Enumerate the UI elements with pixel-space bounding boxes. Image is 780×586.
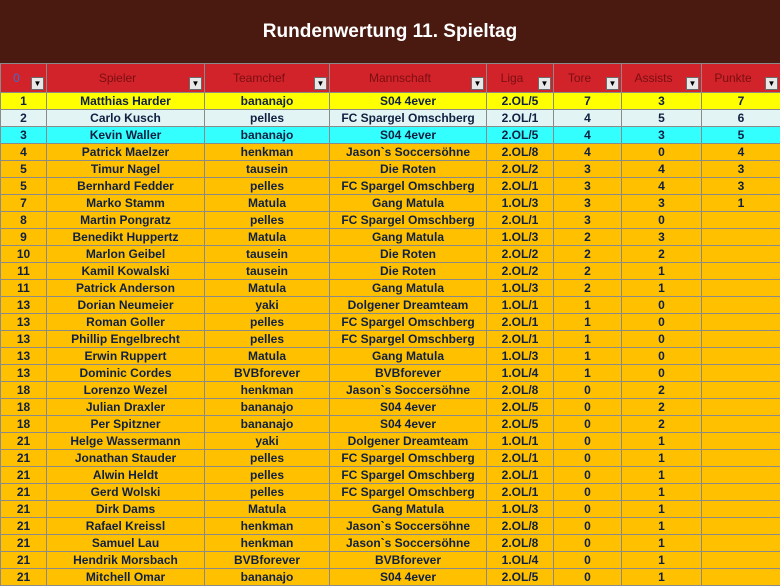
teamchef-cell[interactable]: tausein (205, 263, 330, 280)
column-header-label: Liga (487, 65, 553, 91)
league-cell[interactable]: 1.OL/4 (487, 552, 554, 569)
goals-cell[interactable]: 1 (554, 348, 622, 365)
points-cell[interactable]: 3 (702, 161, 780, 178)
team-cell[interactable]: Die Roten (330, 161, 487, 178)
goals-cell[interactable]: 0 (554, 382, 622, 399)
rank-cell[interactable]: 13 (1, 348, 47, 365)
assists-cell[interactable]: 2 (622, 399, 702, 416)
filter-dropdown-icon[interactable]: ▼ (686, 77, 699, 90)
column-header-mannschaft (330, 64, 487, 93)
rank-cell[interactable]: 21 (1, 535, 47, 552)
filter-dropdown-icon[interactable]: ▼ (471, 77, 484, 90)
table-row (1, 467, 780, 484)
points-cell[interactable] (702, 569, 780, 586)
team-cell[interactable]: FC Spargel Omschberg (330, 110, 487, 127)
teamchef-cell[interactable]: henkman (205, 518, 330, 535)
rank-cell[interactable]: 7 (1, 195, 47, 212)
table-row (1, 246, 780, 263)
player-cell[interactable]: Dorian Neumeier (47, 297, 205, 314)
column-header-teamchef (205, 64, 330, 93)
player-cell[interactable]: Kevin Waller (47, 127, 205, 144)
assists-cell[interactable]: 1 (622, 518, 702, 535)
goals-cell[interactable]: 7 (554, 93, 622, 110)
rank-cell[interactable]: 9 (1, 229, 47, 246)
teamchef-cell[interactable]: bananajo (205, 399, 330, 416)
league-cell[interactable]: 2.OL/5 (487, 127, 554, 144)
rank-cell[interactable]: 13 (1, 314, 47, 331)
rank-cell[interactable]: 21 (1, 569, 47, 586)
points-cell[interactable] (702, 467, 780, 484)
rank-cell[interactable]: 4 (1, 144, 47, 161)
teamchef-cell[interactable]: pelles (205, 467, 330, 484)
team-cell[interactable]: FC Spargel Omschberg (330, 467, 487, 484)
teamchef-cell[interactable]: Matula (205, 229, 330, 246)
league-cell[interactable]: 1.OL/3 (487, 348, 554, 365)
teamchef-cell[interactable]: tausein (205, 161, 330, 178)
points-cell[interactable]: 7 (702, 93, 780, 110)
teamchef-cell[interactable]: pelles (205, 484, 330, 501)
player-cell[interactable]: Martin Pongratz (47, 212, 205, 229)
rank-cell[interactable]: 11 (1, 263, 47, 280)
table-row (1, 382, 780, 399)
points-cell[interactable]: 6 (702, 110, 780, 127)
points-cell[interactable] (702, 246, 780, 263)
rank-cell[interactable]: 5 (1, 178, 47, 195)
goals-cell[interactable]: 0 (554, 535, 622, 552)
team-cell[interactable]: BVBforever (330, 552, 487, 569)
goals-cell[interactable]: 3 (554, 178, 622, 195)
assists-cell[interactable]: 1 (622, 569, 702, 586)
team-cell[interactable]: S04 4ever (330, 93, 487, 110)
page-title: Rundenwertung 11. Spieltag (0, 0, 780, 63)
assists-cell[interactable]: 0 (622, 314, 702, 331)
rank-cell[interactable]: 10 (1, 246, 47, 263)
points-cell[interactable] (702, 263, 780, 280)
assists-cell[interactable]: 3 (622, 93, 702, 110)
rank-cell[interactable]: 8 (1, 212, 47, 229)
assists-cell[interactable]: 0 (622, 297, 702, 314)
filter-dropdown-icon[interactable]: ▼ (31, 77, 44, 90)
rank-cell[interactable]: 13 (1, 297, 47, 314)
assists-cell[interactable]: 2 (622, 382, 702, 399)
rank-cell[interactable]: 21 (1, 433, 47, 450)
goals-cell[interactable]: 2 (554, 246, 622, 263)
player-cell[interactable]: Timur Nagel (47, 161, 205, 178)
team-cell[interactable]: Die Roten (330, 246, 487, 263)
points-cell[interactable]: 3 (702, 178, 780, 195)
player-cell[interactable]: Dominic Cordes (47, 365, 205, 382)
league-cell[interactable]: 2.OL/5 (487, 416, 554, 433)
teamchef-cell[interactable]: bananajo (205, 569, 330, 586)
assists-cell[interactable]: 0 (622, 365, 702, 382)
rank-cell[interactable]: 21 (1, 518, 47, 535)
league-cell[interactable]: 2.OL/8 (487, 518, 554, 535)
league-cell[interactable]: 1.OL/1 (487, 297, 554, 314)
league-cell[interactable]: 1.OL/3 (487, 229, 554, 246)
teamchef-cell[interactable]: BVBforever (205, 552, 330, 569)
player-cell[interactable]: Marko Stamm (47, 195, 205, 212)
column-header-label: Punkte (702, 65, 780, 91)
goals-cell[interactable]: 1 (554, 297, 622, 314)
column-header-liga (487, 64, 554, 93)
team-cell[interactable]: Gang Matula (330, 195, 487, 212)
points-cell[interactable] (702, 535, 780, 552)
player-cell[interactable]: Jonathan Stauder (47, 450, 205, 467)
player-cell[interactable]: Phillip Engelbrecht (47, 331, 205, 348)
filter-dropdown-icon[interactable]: ▼ (765, 77, 778, 90)
points-cell[interactable] (702, 552, 780, 569)
rank-cell[interactable]: 13 (1, 365, 47, 382)
teamchef-cell[interactable]: bananajo (205, 127, 330, 144)
team-cell[interactable]: FC Spargel Omschberg (330, 314, 487, 331)
teamchef-cell[interactable]: yaki (205, 297, 330, 314)
table-row (1, 297, 780, 314)
assists-cell[interactable]: 0 (622, 144, 702, 161)
assists-cell[interactable]: 5 (622, 110, 702, 127)
teamchef-cell[interactable]: pelles (205, 178, 330, 195)
rank-cell[interactable]: 21 (1, 467, 47, 484)
table-row (1, 552, 780, 569)
assists-cell[interactable]: 4 (622, 161, 702, 178)
goals-cell[interactable]: 1 (554, 331, 622, 348)
player-cell[interactable]: Helge Wassermann (47, 433, 205, 450)
teamchef-cell[interactable]: Matula (205, 195, 330, 212)
goals-cell[interactable]: 0 (554, 518, 622, 535)
team-cell[interactable]: Dolgener Dreamteam (330, 297, 487, 314)
team-cell[interactable]: FC Spargel Omschberg (330, 212, 487, 229)
filter-dropdown-icon[interactable]: ▼ (606, 77, 619, 90)
league-cell[interactable]: 2.OL/1 (487, 450, 554, 467)
team-cell[interactable]: Die Roten (330, 263, 487, 280)
points-cell[interactable] (702, 382, 780, 399)
teamchef-cell[interactable]: henkman (205, 144, 330, 161)
goals-cell[interactable]: 0 (554, 399, 622, 416)
rank-cell[interactable]: 11 (1, 280, 47, 297)
team-cell[interactable]: Gang Matula (330, 229, 487, 246)
team-cell[interactable]: S04 4ever (330, 569, 487, 586)
team-cell[interactable]: Jason`s Soccersöhne (330, 144, 487, 161)
team-cell[interactable]: Jason`s Soccersöhne (330, 518, 487, 535)
goals-cell[interactable]: 2 (554, 280, 622, 297)
assists-cell[interactable]: 2 (622, 416, 702, 433)
table-row (1, 569, 780, 586)
league-cell[interactable]: 2.OL/5 (487, 569, 554, 586)
player-cell[interactable]: Samuel Lau (47, 535, 205, 552)
table-row (1, 178, 780, 195)
assists-cell[interactable]: 1 (622, 450, 702, 467)
column-header-label: 0 (1, 65, 46, 91)
rank-cell[interactable]: 18 (1, 416, 47, 433)
column-header-punkte (702, 64, 780, 93)
team-cell[interactable]: Gang Matula (330, 501, 487, 518)
column-header-assists (622, 64, 702, 93)
column-header-rank (1, 64, 47, 93)
teamchef-cell[interactable]: Matula (205, 280, 330, 297)
column-header-tore (554, 64, 622, 93)
table-row (1, 535, 780, 552)
league-cell[interactable]: 2.OL/5 (487, 93, 554, 110)
column-header-label: Assists (622, 65, 701, 91)
points-cell[interactable] (702, 348, 780, 365)
goals-cell[interactable]: 2 (554, 229, 622, 246)
league-cell[interactable]: 2.OL/1 (487, 331, 554, 348)
assists-cell[interactable]: 1 (622, 501, 702, 518)
table-row (1, 161, 780, 178)
points-cell[interactable] (702, 433, 780, 450)
column-header-label: Teamchef (205, 65, 329, 91)
column-header-spieler (47, 64, 205, 93)
rank-cell[interactable]: 18 (1, 382, 47, 399)
player-cell[interactable]: Erwin Ruppert (47, 348, 205, 365)
filter-dropdown-icon[interactable]: ▼ (538, 77, 551, 90)
player-cell[interactable]: Julian Draxler (47, 399, 205, 416)
league-cell[interactable]: 2.OL/1 (487, 178, 554, 195)
league-cell[interactable]: 1.OL/3 (487, 195, 554, 212)
table-row (1, 195, 780, 212)
column-header-label: Mannschaft (330, 65, 486, 91)
teamchef-cell[interactable]: henkman (205, 382, 330, 399)
teamchef-cell[interactable]: bananajo (205, 416, 330, 433)
team-cell[interactable]: S04 4ever (330, 127, 487, 144)
player-cell[interactable]: Patrick Anderson (47, 280, 205, 297)
teamchef-cell[interactable]: pelles (205, 212, 330, 229)
assists-cell[interactable]: 3 (622, 195, 702, 212)
player-cell[interactable]: Kamil Kowalski (47, 263, 205, 280)
goals-cell[interactable]: 0 (554, 552, 622, 569)
goals-cell[interactable]: 0 (554, 416, 622, 433)
table-row (1, 127, 780, 144)
league-cell[interactable]: 2.OL/8 (487, 382, 554, 399)
assists-cell[interactable]: 1 (622, 263, 702, 280)
teamchef-cell[interactable]: bananajo (205, 93, 330, 110)
team-cell[interactable]: FC Spargel Omschberg (330, 450, 487, 467)
league-cell[interactable]: 2.OL/1 (487, 110, 554, 127)
table-row (1, 348, 780, 365)
goals-cell[interactable]: 4 (554, 144, 622, 161)
teamchef-cell[interactable]: pelles (205, 110, 330, 127)
table-row (1, 399, 780, 416)
table-body (1, 93, 780, 586)
assists-cell[interactable]: 1 (622, 433, 702, 450)
player-cell[interactable]: Carlo Kusch (47, 110, 205, 127)
goals-cell[interactable]: 0 (554, 467, 622, 484)
points-cell[interactable] (702, 280, 780, 297)
rank-cell[interactable]: 5 (1, 161, 47, 178)
team-cell[interactable]: Jason`s Soccersöhne (330, 535, 487, 552)
points-cell[interactable] (702, 399, 780, 416)
teamchef-cell[interactable]: pelles (205, 314, 330, 331)
column-header-label: Spieler (47, 65, 204, 91)
points-cell[interactable] (702, 416, 780, 433)
player-cell[interactable]: Benedikt Huppertz (47, 229, 205, 246)
rank-cell[interactable]: 2 (1, 110, 47, 127)
goals-cell[interactable]: 3 (554, 195, 622, 212)
table-row (1, 433, 780, 450)
team-cell[interactable]: FC Spargel Omschberg (330, 331, 487, 348)
table-row (1, 280, 780, 297)
rank-cell[interactable]: 21 (1, 552, 47, 569)
rank-cell[interactable]: 3 (1, 127, 47, 144)
filter-dropdown-icon[interactable]: ▼ (189, 77, 202, 90)
table-row (1, 416, 780, 433)
teamchef-cell[interactable]: tausein (205, 246, 330, 263)
goals-cell[interactable]: 0 (554, 484, 622, 501)
table-row (1, 518, 780, 535)
player-cell[interactable]: Per Spitzner (47, 416, 205, 433)
table-row (1, 484, 780, 501)
assists-cell[interactable]: 1 (622, 484, 702, 501)
rank-cell[interactable]: 13 (1, 331, 47, 348)
table-row (1, 331, 780, 348)
points-cell[interactable]: 5 (702, 127, 780, 144)
table-row (1, 365, 780, 382)
goals-cell[interactable]: 1 (554, 365, 622, 382)
table-row (1, 93, 780, 110)
assists-cell[interactable]: 4 (622, 178, 702, 195)
goals-cell[interactable]: 3 (554, 212, 622, 229)
goals-cell[interactable]: 0 (554, 450, 622, 467)
rank-cell[interactable]: 1 (1, 93, 47, 110)
league-cell[interactable]: 1.OL/1 (487, 433, 554, 450)
table-row (1, 229, 780, 246)
table-row (1, 501, 780, 518)
teamchef-cell[interactable]: pelles (205, 331, 330, 348)
points-cell[interactable]: 4 (702, 144, 780, 161)
points-cell[interactable] (702, 365, 780, 382)
table-row (1, 110, 780, 127)
points-cell[interactable] (702, 484, 780, 501)
goals-cell[interactable]: 4 (554, 127, 622, 144)
assists-cell[interactable]: 3 (622, 127, 702, 144)
player-cell[interactable]: Dirk Dams (47, 501, 205, 518)
rank-cell[interactable]: 18 (1, 399, 47, 416)
team-cell[interactable]: Dolgener Dreamteam (330, 433, 487, 450)
header-row (1, 64, 780, 93)
goals-cell[interactable]: 3 (554, 161, 622, 178)
player-cell[interactable]: Marlon Geibel (47, 246, 205, 263)
league-cell[interactable]: 2.OL/1 (487, 484, 554, 501)
assists-cell[interactable]: 1 (622, 467, 702, 484)
points-cell[interactable] (702, 501, 780, 518)
points-cell[interactable] (702, 229, 780, 246)
assists-cell[interactable]: 0 (622, 212, 702, 229)
rank-cell[interactable]: 21 (1, 501, 47, 518)
goals-cell[interactable]: 0 (554, 501, 622, 518)
league-cell[interactable]: 2.OL/8 (487, 144, 554, 161)
rank-cell[interactable]: 21 (1, 484, 47, 501)
goals-cell[interactable]: 4 (554, 110, 622, 127)
player-cell[interactable]: Matthias Harder (47, 93, 205, 110)
team-cell[interactable]: Gang Matula (330, 348, 487, 365)
teamchef-cell[interactable]: pelles (205, 450, 330, 467)
team-cell[interactable]: FC Spargel Omschberg (330, 484, 487, 501)
league-cell[interactable]: 1.OL/4 (487, 365, 554, 382)
league-cell[interactable]: 2.OL/1 (487, 314, 554, 331)
table-row (1, 212, 780, 229)
player-cell[interactable]: Mitchell Omar (47, 569, 205, 586)
goals-cell[interactable]: 1 (554, 314, 622, 331)
filter-dropdown-icon[interactable]: ▼ (314, 77, 327, 90)
points-cell[interactable] (702, 450, 780, 467)
assists-cell[interactable]: 2 (622, 246, 702, 263)
team-cell[interactable]: FC Spargel Omschberg (330, 178, 487, 195)
goals-cell[interactable]: 0 (554, 433, 622, 450)
player-cell[interactable]: Roman Goller (47, 314, 205, 331)
player-cell[interactable]: Bernhard Fedder (47, 178, 205, 195)
league-cell[interactable]: 2.OL/2 (487, 263, 554, 280)
points-cell[interactable]: 1 (702, 195, 780, 212)
assists-cell[interactable]: 3 (622, 229, 702, 246)
points-cell[interactable] (702, 518, 780, 535)
team-cell[interactable]: BVBforever (330, 365, 487, 382)
player-cell[interactable]: Patrick Maelzer (47, 144, 205, 161)
league-cell[interactable]: 2.OL/2 (487, 161, 554, 178)
player-cell[interactable]: Hendrik Morsbach (47, 552, 205, 569)
points-cell[interactable] (702, 331, 780, 348)
player-cell[interactable]: Alwin Heldt (47, 467, 205, 484)
league-cell[interactable]: 2.OL/8 (487, 535, 554, 552)
league-cell[interactable]: 2.OL/1 (487, 467, 554, 484)
points-cell[interactable] (702, 297, 780, 314)
league-cell[interactable]: 1.OL/3 (487, 501, 554, 518)
player-cell[interactable]: Gerd Wolski (47, 484, 205, 501)
teamchef-cell[interactable]: BVBforever (205, 365, 330, 382)
assists-cell[interactable]: 1 (622, 280, 702, 297)
teamchef-cell[interactable]: Matula (205, 501, 330, 518)
assists-cell[interactable]: 0 (622, 348, 702, 365)
table-row (1, 450, 780, 467)
player-cell[interactable]: Rafael Kreissl (47, 518, 205, 535)
table-row (1, 144, 780, 161)
player-cell[interactable]: Lorenzo Wezel (47, 382, 205, 399)
team-cell[interactable]: Jason`s Soccersöhne (330, 382, 487, 399)
league-cell[interactable]: 2.OL/1 (487, 212, 554, 229)
column-header-label: Tore (554, 65, 621, 91)
teamchef-cell[interactable]: yaki (205, 433, 330, 450)
teamchef-cell[interactable]: Matula (205, 348, 330, 365)
points-cell[interactable] (702, 314, 780, 331)
team-cell[interactable]: Gang Matula (330, 280, 487, 297)
teamchef-cell[interactable]: henkman (205, 535, 330, 552)
table-row (1, 263, 780, 280)
table-row (1, 314, 780, 331)
points-cell[interactable] (702, 212, 780, 229)
league-cell[interactable]: 2.OL/5 (487, 399, 554, 416)
assists-cell[interactable]: 1 (622, 535, 702, 552)
assists-cell[interactable]: 0 (622, 331, 702, 348)
league-cell[interactable]: 2.OL/2 (487, 246, 554, 263)
team-cell[interactable]: S04 4ever (330, 399, 487, 416)
ranking-table (0, 63, 780, 586)
rank-cell[interactable]: 21 (1, 450, 47, 467)
league-cell[interactable]: 1.OL/3 (487, 280, 554, 297)
assists-cell[interactable]: 1 (622, 552, 702, 569)
goals-cell[interactable]: 0 (554, 569, 622, 586)
team-cell[interactable]: S04 4ever (330, 416, 487, 433)
goals-cell[interactable]: 2 (554, 263, 622, 280)
